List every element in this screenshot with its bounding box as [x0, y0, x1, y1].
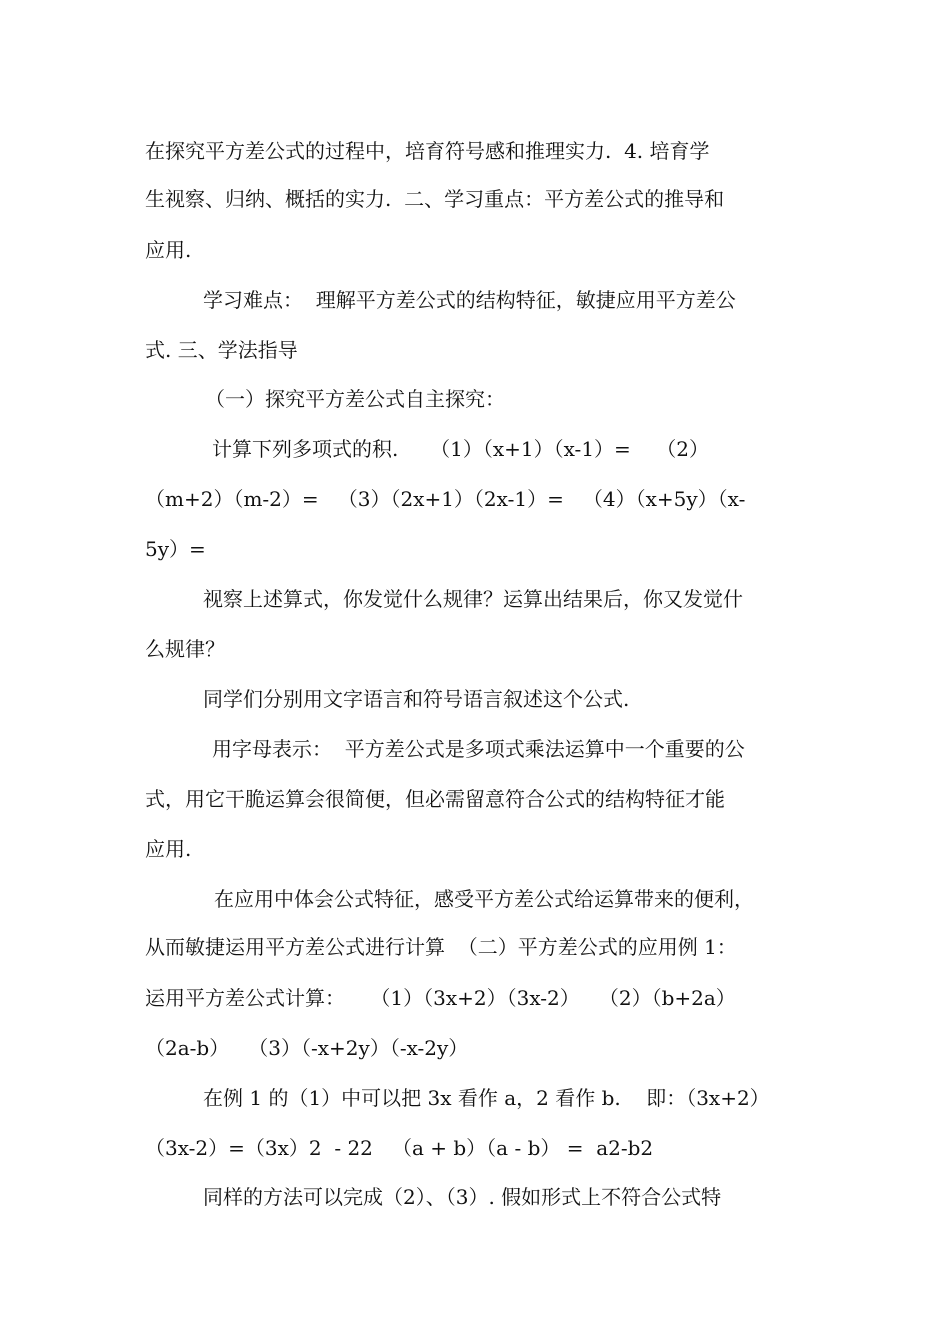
text-line: 在例 1 的（1）中可以把 3x 看作 a，2 看作 b. 即：（3x+2）	[203, 1086, 770, 1110]
text-line: 视察上述算式，你发觉什么规律？运算出结果后，你又发觉什	[203, 587, 743, 611]
text-line: 应用.	[145, 238, 192, 262]
text-line: 同学们分别用文字语言和符号语言叙述这个公式.	[203, 687, 630, 711]
text-line: 么规律？	[145, 637, 225, 661]
text-line: 在应用中体会公式特征，感受平方差公式给运算带来的便利，	[214, 887, 754, 911]
text-line: （一）探究平方差公式自主探究：	[205, 387, 505, 411]
text-line: 式. 三、学法指导	[145, 338, 298, 362]
text-line: 在探究平方差公式的过程中，培育符号感和推理实力. 4. 培育学	[145, 139, 710, 163]
text-line: 应用.	[145, 837, 192, 861]
text-line: 计算下列多项式的积. （1）（x+1）（x-1）= （2）	[212, 437, 709, 461]
text-line: （2a-b） （3）（-x+2y）（-x-2y）	[145, 1036, 469, 1060]
text-line: （3x-2）=（3x）2 - 22 （a + b）（a - b） = a2-b2	[145, 1136, 654, 1160]
text-line: 5y）=	[145, 537, 206, 561]
text-line: 学习难点： 理解平方差公式的结构特征，敏捷应用平方差公	[203, 288, 736, 312]
text-line: （m+2）（m-2）= （3）（2x+1）（2x-1）= （4）（x+5y）（x-	[145, 487, 746, 511]
text-line: 式，用它干脆运算会很简便，但必需留意符合公式的结构特征才能	[145, 787, 725, 811]
text-line: 运用平方差公式计算： （1）（3x+2）（3x-2） （2）（b+2a）	[145, 986, 736, 1010]
text-line: 生视察、归纳、概括的实力. 二、学习重点：平方差公式的推导和	[145, 187, 725, 211]
text-line: 从而敏捷运用平方差公式进行计算 （二）平方差公式的应用例 1：	[145, 935, 737, 959]
text-line: 用字母表示： 平方差公式是多项式乘法运算中一个重要的公	[212, 737, 745, 761]
text-line: 同样的方法可以完成（2）、（3）. 假如形式上不符合公式特	[203, 1185, 722, 1209]
